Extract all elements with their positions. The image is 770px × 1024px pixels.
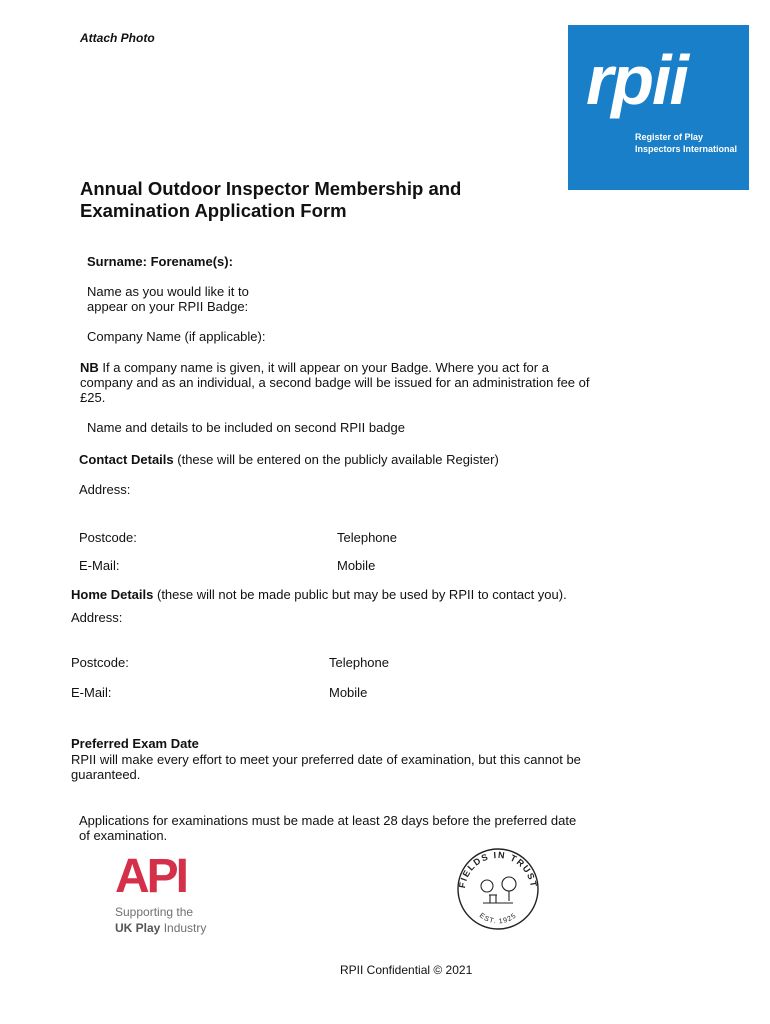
exam-note	[71, 752, 581, 782]
exam-note-line1: RPII will make every effort to meet your preferred date of examination, but this cannot be	[71, 752, 581, 767]
nb-note	[80, 360, 589, 405]
footer-confidential: RPII Confidential © 2021	[340, 963, 473, 977]
exam-deadline-notice	[79, 813, 576, 843]
contact-mobile-label: Mobile	[337, 558, 376, 573]
rpii-logo-line1: Register of Play	[635, 132, 704, 142]
home-heading-bold: Home Details	[71, 587, 154, 602]
fields-in-trust-logo	[443, 846, 553, 932]
home-address-label: Address:	[71, 610, 123, 625]
fit-bottom-text: EST. 1925	[477, 912, 519, 926]
contact-telephone-label: Telephone	[337, 530, 397, 545]
fields-in-trust-emblem	[443, 846, 553, 932]
api-logo-line2-bold: UK Play	[115, 921, 161, 935]
api-logo-line2	[115, 921, 206, 935]
fit-ball-tree-icon	[481, 877, 516, 903]
badge-name-label	[87, 284, 249, 314]
contact-details-heading	[79, 452, 499, 467]
contact-email-label: E-Mail:	[79, 558, 120, 573]
second-badge-label: Name and details to be included on second RPII badge	[87, 420, 405, 435]
fit-top-text: FIELDS IN TRUST	[457, 849, 539, 889]
home-postcode-label: Postcode:	[71, 655, 129, 670]
home-telephone-label: Telephone	[329, 655, 389, 670]
attach-photo-label: Attach Photo	[80, 31, 155, 45]
api-logo-line2-rest: Industry	[160, 921, 207, 935]
nb-line2: company and as an individual, a second badge will be issued for an administration fee of	[80, 375, 590, 390]
home-heading-note: (these will not be made public but may be used by RPII to contact you).	[153, 587, 567, 602]
api-logo	[115, 850, 225, 938]
contact-heading-bold: Contact Details	[79, 452, 174, 467]
nb-bold: NB	[80, 360, 99, 375]
home-email-label: E-Mail:	[71, 685, 112, 700]
exam-note-line2: guaranteed.	[71, 767, 141, 782]
home-mobile-label: Mobile	[329, 685, 368, 700]
page-title	[80, 178, 461, 222]
rpii-logo-subtitle	[635, 131, 743, 155]
home-details-heading	[71, 587, 567, 602]
title-line2: Examination Application Form	[80, 200, 347, 221]
badge-name-line2: appear on your RPII Badge:	[87, 299, 249, 314]
notice-line1: Applications for examinations must be made at least 28 days before the preferred date	[79, 813, 577, 828]
preferred-exam-heading: Preferred Exam Date	[71, 736, 199, 751]
nb-line1-text: If a company name is given, it will appear on your Badge. Where you act for a	[98, 360, 549, 375]
nb-line1	[80, 360, 589, 375]
rpii-logo	[568, 25, 749, 190]
api-logo-line1: Supporting the	[115, 905, 194, 919]
contact-address-label: Address:	[79, 482, 131, 497]
notice-line2: of examination.	[79, 828, 168, 843]
contact-heading-note: (these will be entered on the publicly available Register)	[173, 452, 499, 467]
surname-forename-label: Surname: Forename(s):	[87, 254, 233, 269]
nb-line3: £25.	[80, 390, 106, 405]
badge-name-line1: Name as you would like it to	[87, 284, 249, 299]
company-name-label: Company Name (if applicable):	[87, 329, 266, 344]
contact-postcode-label: Postcode:	[79, 530, 137, 545]
api-logo-letters: API	[115, 850, 187, 903]
rpii-logo-word: rpii	[586, 41, 687, 119]
title-line1: Annual Outdoor Inspector Membership and	[80, 178, 462, 199]
rpii-logo-line2: Inspectors International	[635, 144, 738, 154]
